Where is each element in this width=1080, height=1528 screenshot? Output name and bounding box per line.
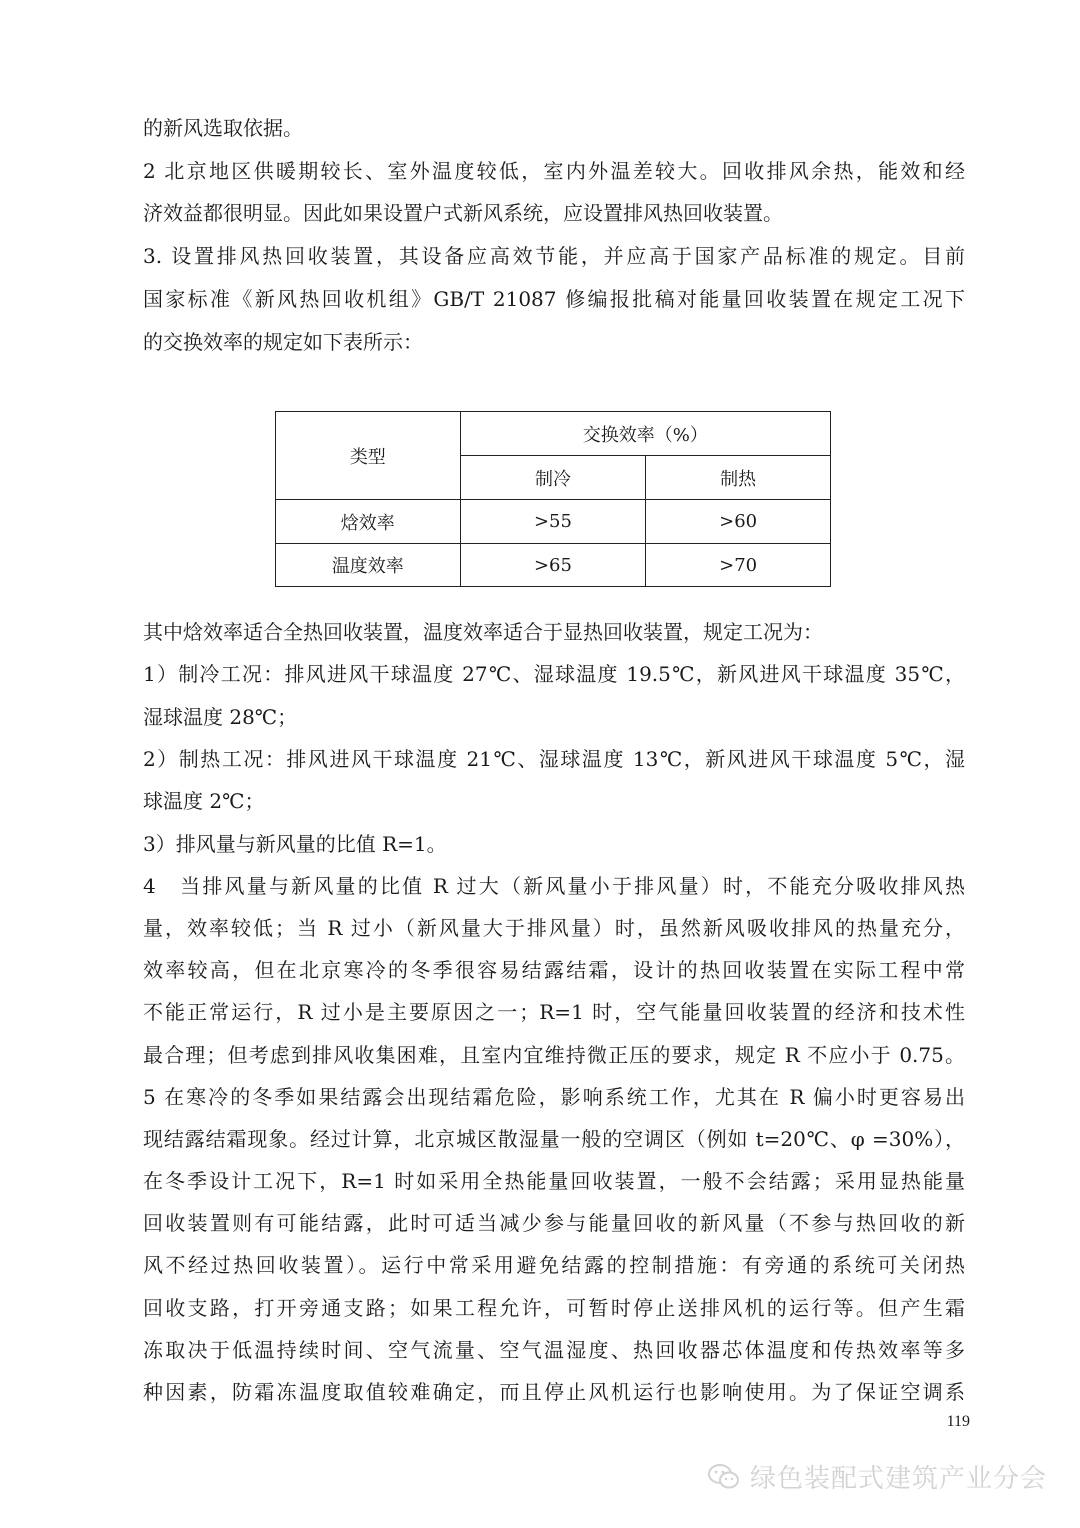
text-line: 5 在寒冷的冬季如果结露会出现结霜危险，影响系统工作，尤其在 R 偏小时更容易出: [143, 1085, 965, 1109]
text-line: 种因素，防霜冻温度取值较难确定，而且停止风机运行也影响使用。为了保证空调系: [143, 1380, 965, 1404]
text-line: 球温度 2℃；: [143, 789, 265, 813]
text-line: 现结露结霜现象。经过计算，北京城区散湿量一般的空调区（例如 t=20℃、φ =30%），: [143, 1127, 965, 1151]
cooling-value: >65: [460, 544, 646, 587]
text-line: 的新风选取依据。: [143, 116, 303, 140]
text-line: 3）排风量与新风量的比值 R=1。: [143, 832, 447, 856]
table-row: [276, 500, 831, 544]
text-line: 国家标准《新风热回收机组》GB/T 21087 修编报批稿对能量回收装置在规定工况下: [143, 287, 965, 311]
wechat-icon: [708, 1463, 740, 1491]
table-row: [276, 544, 831, 587]
text-line: 1）制冷工况：排风进风干球温度 27℃、湿球温度 19.5℃，新风进风干球温度 35℃，: [143, 662, 965, 686]
text-line: 风不经过热回收装置）。运行中常采用避免结露的控制措施：有旁通的系统可关闭热: [143, 1253, 965, 1277]
heating-value: >60: [646, 500, 831, 544]
table-header-cooling: 制冷: [460, 456, 646, 500]
table-header-type: 类型: [276, 412, 461, 500]
table-header-heating: 制热: [646, 456, 831, 500]
text-line: 湿球温度 28℃；: [143, 705, 298, 729]
text-line: 回收装置则有可能结露，此时可适当减少参与能量回收的新风量（不参与热回收的新: [143, 1211, 965, 1235]
text-line: 不能正常运行，R 过小是主要原因之一；R=1 时，空气能量回收装置的经济和技术性: [143, 1000, 965, 1024]
text-line: 济效益都很明显。因此如果设置户式新风系统，应设置排风热回收装置。: [143, 201, 783, 225]
watermark: [708, 1458, 1047, 1495]
row-label: 温度效率: [276, 544, 461, 587]
efficiency-table: [275, 411, 831, 587]
text-line: 最合理；但考虑到排风收集困难，且室内宜维持微正压的要求，规定 R 不应小于 0.75。: [143, 1043, 965, 1067]
page-number: 119: [946, 1413, 970, 1430]
text-line: 4 当排风量与新风量的比值 R 过大（新风量小于排风量）时，不能充分吸收排风热: [143, 874, 965, 898]
text-line: 回收支路，打开旁通支路；如果工程允许，可暂时停止送排风机的运行等。但产生霜: [143, 1296, 965, 1320]
text-line: 在冬季设计工况下，R=1 时如采用全热能量回收装置，一般不会结露；采用显热能量: [143, 1169, 965, 1193]
text-line: 其中焓效率适合全热回收装置，温度效率适合于显热回收装置，规定工况为：: [143, 620, 823, 644]
cooling-value: >55: [460, 500, 646, 544]
text-line: 2 北京地区供暖期较长、室外温度较低，室内外温差较大。回收排风余热，能效和经: [143, 159, 965, 183]
row-label: 焓效率: [276, 500, 461, 544]
text-line: 效率较高，但在北京寒冷的冬季很容易结露结霜，设计的热回收装置在实际工程中常: [143, 958, 965, 982]
text-line: 2）制热工况：排风进风干球温度 21℃、湿球温度 13℃，新风进风干球温度 5℃，湿: [143, 747, 965, 771]
text-line: 3. 设置排风热回收装置，其设备应高效节能，并应高于国家产品标准的规定。目前: [143, 244, 965, 268]
text-line: 的交换效率的规定如下表所示：: [143, 330, 423, 354]
heating-value: >70: [646, 544, 831, 587]
text-line: 量，效率较低；当 R 过小（新风量大于排风量）时，虽然新风吸收排风的热量充分，: [143, 916, 965, 940]
text-line: 冻取决于低温持续时间、空气流量、空气温湿度、热回收器芯体温度和传热效率等多: [143, 1338, 965, 1362]
table-header-efficiency: 交换效率（%）: [460, 412, 830, 456]
watermark-text: 绿色装配式建筑产业分会: [750, 1464, 1048, 1494]
